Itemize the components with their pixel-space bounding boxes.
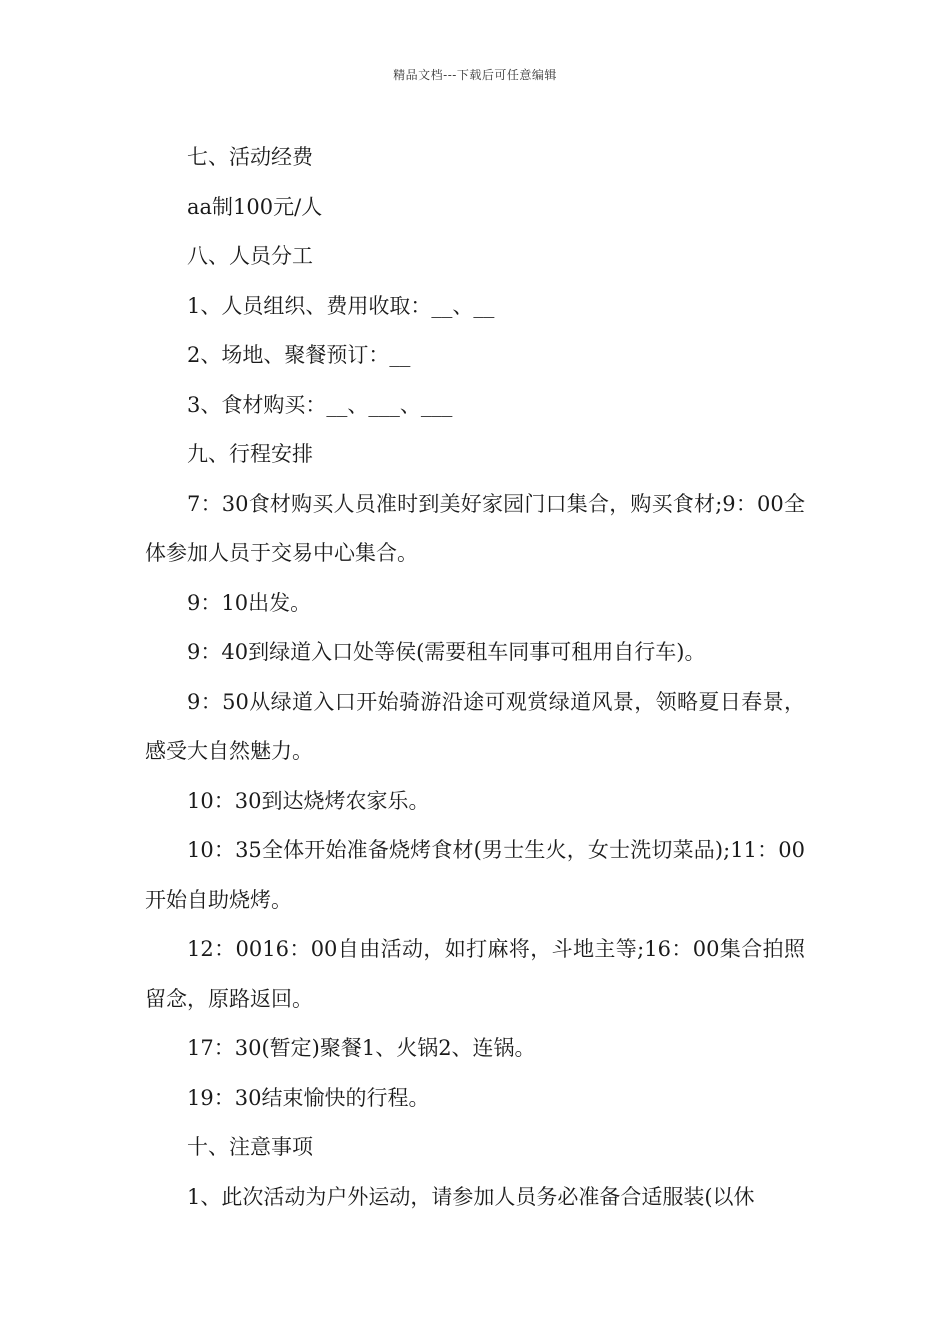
schedule-item: 10：35全体开始准备烧烤食材(男士生火，女士洗切菜品);11：00开始自助烧烤。 bbox=[145, 838, 805, 912]
schedule-item: 7：30食材购买人员准时到美好家园门口集合，购买食材;9：00全体参加人员于交易中心集合。 bbox=[145, 491, 805, 565]
schedule-item: 12：0016：00自由活动，如打麻将，斗地主等;16：00集合拍照留念，原路返回。 bbox=[145, 937, 805, 1011]
schedule-item: 17：30(暂定)聚餐1、火锅2、连锅。 bbox=[187, 1036, 536, 1060]
section-heading-notes: 十、注意事项 bbox=[187, 1135, 313, 1159]
schedule-item: 9：40到绿道入口处等侯(需要租车同事可租用自行车)。 bbox=[187, 640, 706, 664]
schedule-item: 19：30结束愉快的行程。 bbox=[187, 1085, 430, 1110]
notes-item-1: 1、此次活动为户外运动，请参加人员务必准备合适服装(以休 bbox=[187, 1184, 755, 1209]
division-item-1: 1、人员组织、费用收取：__、__ bbox=[187, 293, 495, 318]
page-header: 精品文档---下载后可任意编辑 bbox=[393, 68, 557, 82]
section-heading-division: 八、人员分工 bbox=[187, 244, 313, 268]
schedule-item: 9：50从绿道入口开始骑游沿途可观赏绿道风景，领略夏日春景，感受大自然魅力。 bbox=[145, 689, 805, 763]
schedule-item: 9：10出发。 bbox=[187, 590, 312, 615]
document-body bbox=[145, 133, 805, 1222]
section-heading-funding: 七、活动经费 bbox=[187, 145, 313, 169]
funding-detail: aa制100元/人 bbox=[187, 194, 323, 219]
schedule-item: 10：30到达烧烤农家乐。 bbox=[187, 788, 430, 813]
section-heading-schedule: 九、行程安排 bbox=[187, 442, 313, 466]
division-item-2: 2、场地、聚餐预订：__ bbox=[187, 343, 411, 367]
division-item-3: 3、食材购买：__、___、___ bbox=[187, 392, 453, 417]
